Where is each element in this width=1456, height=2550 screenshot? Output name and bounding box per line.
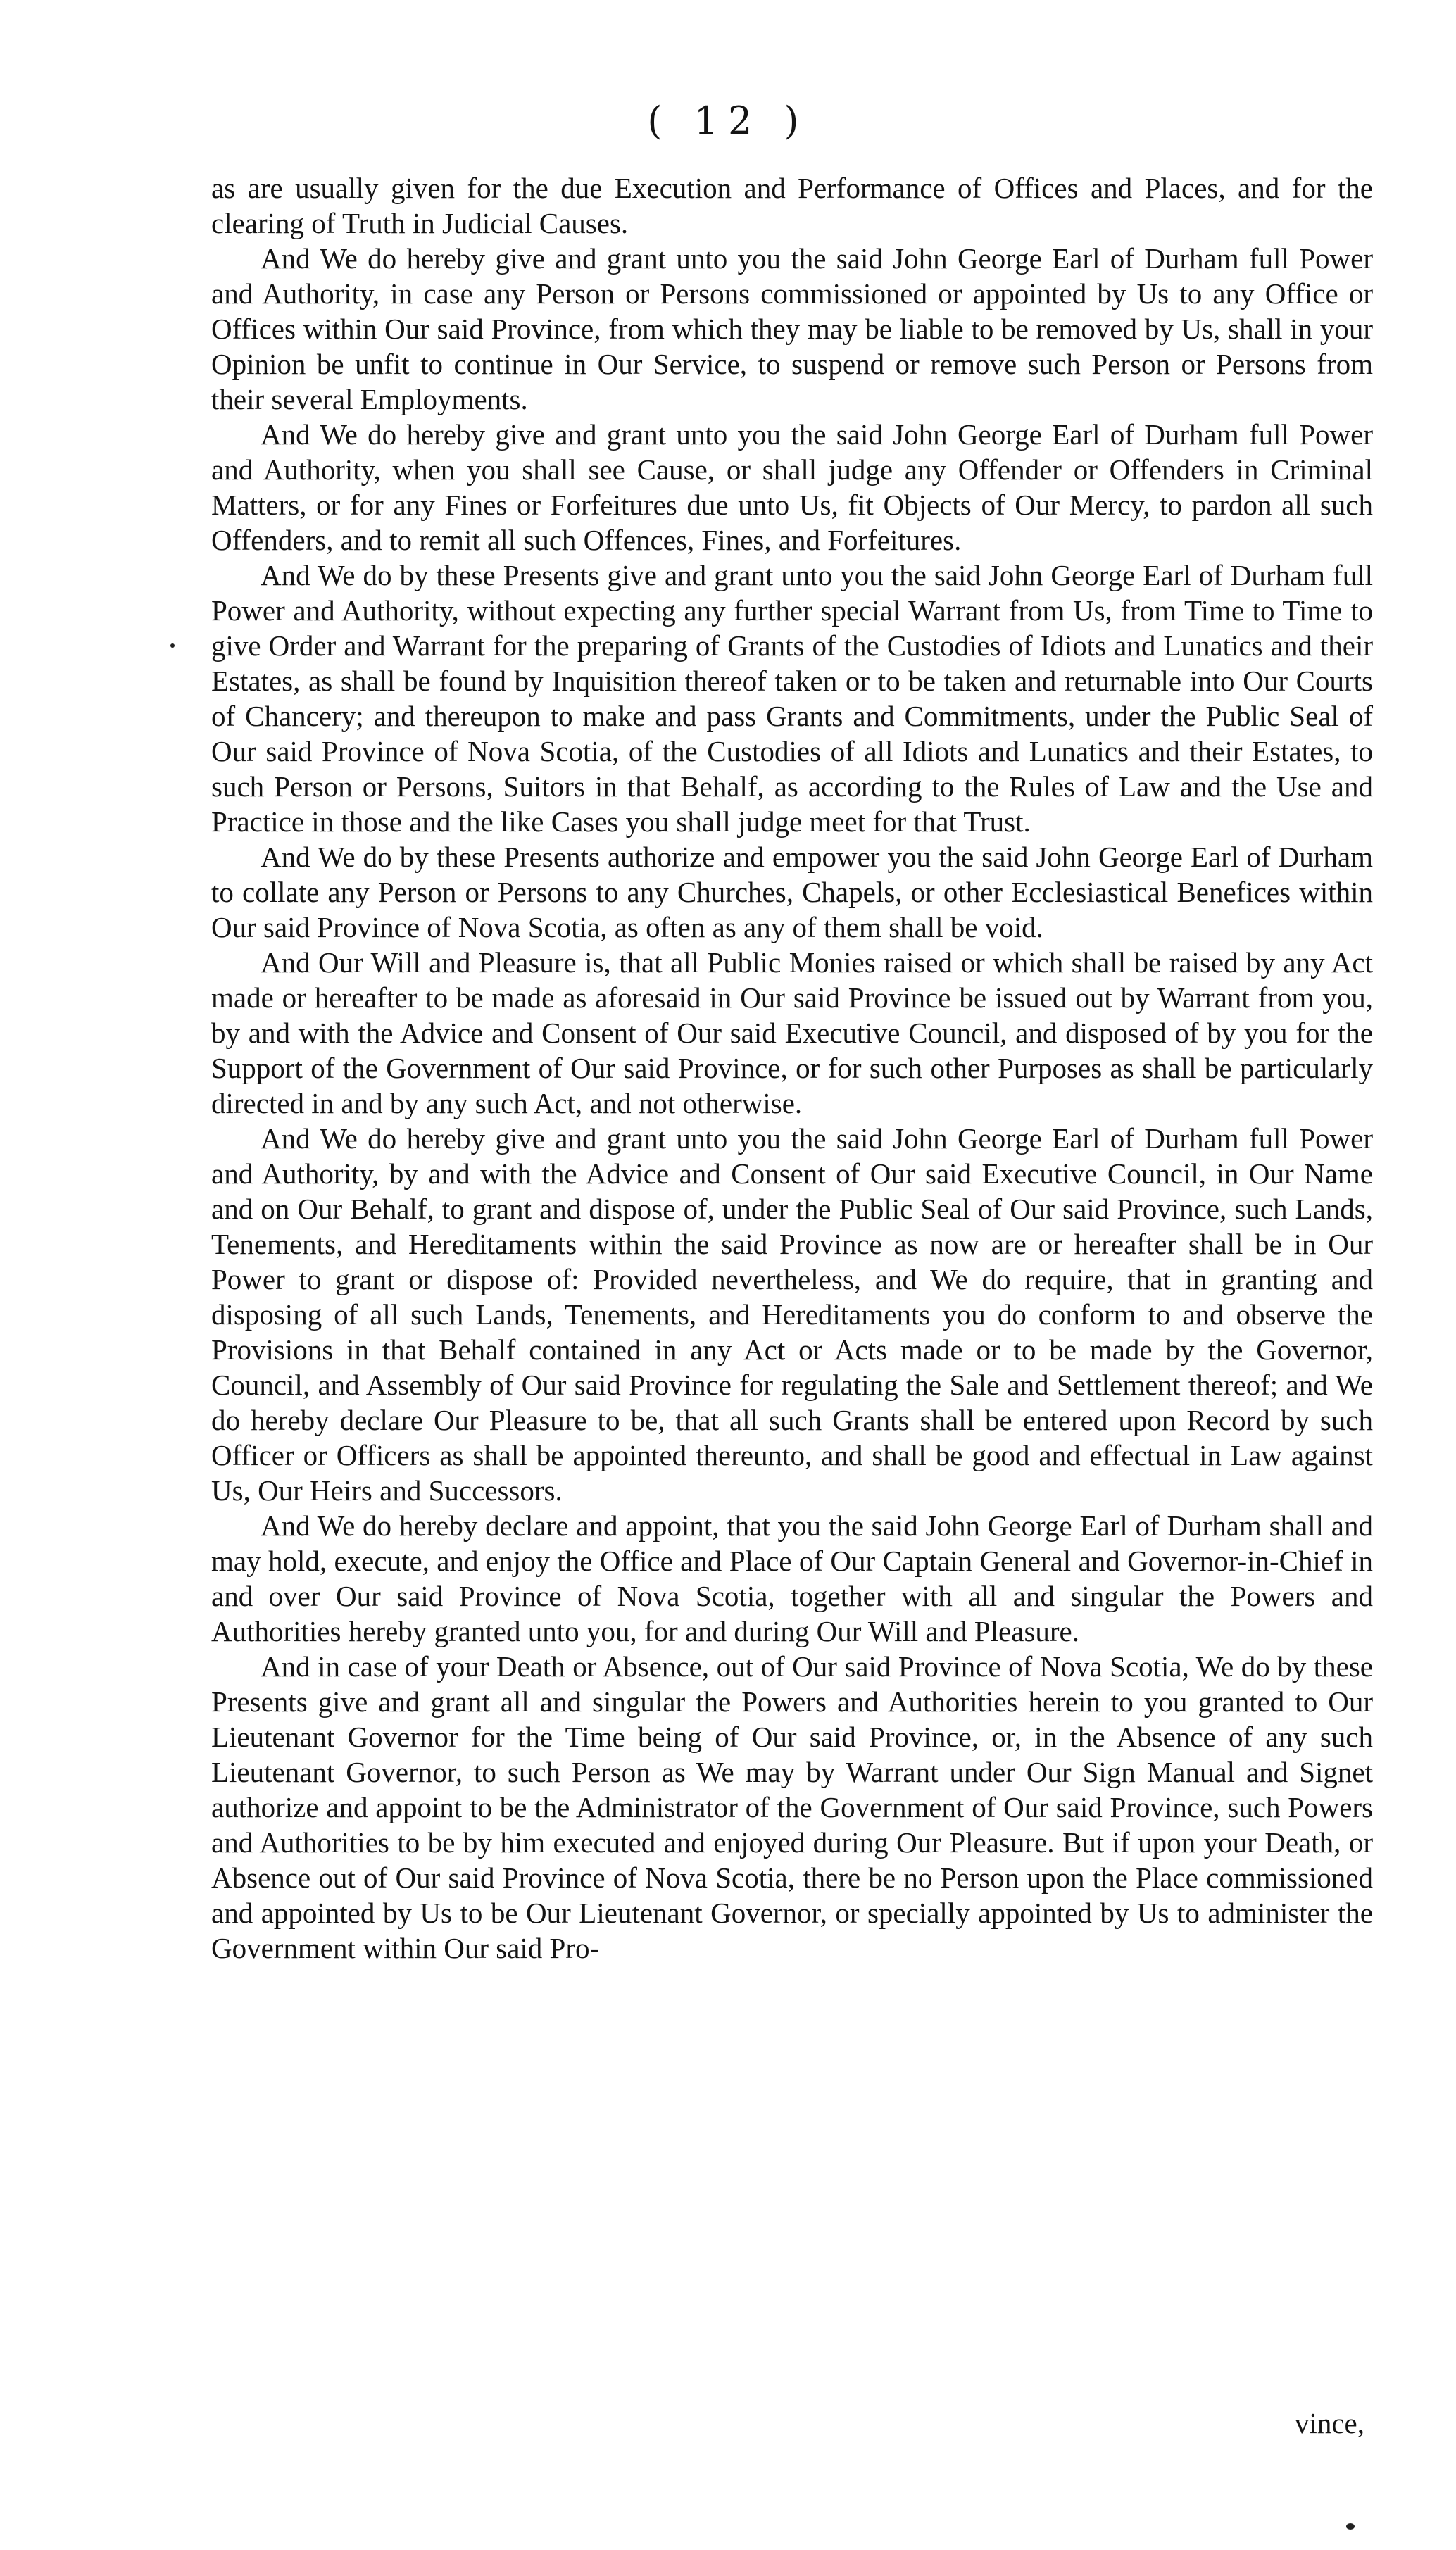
paragraph-pardon-power: And We do hereby give and grant unto you the said John George Earl of Durham full Power and Authority, when you shall see Cause, or shall judge any Offender or Offenders in Criminal Matters, or for any Fines or Forfeitures due unto Us, fit Objects of Our Mercy, to pardon all such Offenders, and to remit all such Offences, Fines, and Forfeitures. bbox=[211, 418, 1373, 556]
ink-speck bbox=[1346, 2523, 1355, 2530]
page-number: ( 12 ) bbox=[647, 99, 809, 143]
paragraph-public-monies: And Our Will and Pleasure is, that all Public Monies raised or which shall be raised by any Act made or hereafter to be made as aforesaid in Our said Province be issued out by Warrant from you, by and with the Advice and Consent of Our said Executive Council, and disposed of by you for the Support of the Government of Our said Province, or for such other Purposes as shall be particularly directed in and by any such Act, and not otherwise. bbox=[211, 946, 1373, 1119]
paragraph-custodies-grants: And We do by these Presents give and grant unto you the said John George Earl of Durham full Power and Authority, without expecting any further special Warrant from Us, from Time to Time to give Order and Warrant for the preparing of Grants of the Custodies of Idiots and Lunatics and their Estates, as shall be found by Inquisition thereof taken or to be taken and returnable into Our Courts of Chancery; and thereupon to make and pass Grants and Commitments, under the Public Seal of Our said Province of Nova Scotia, of the Custodies of all Idiots and Lunatics and their Estates, to such Person or Persons, Suitors in that Behalf, as according to the Rules of Law and the Use and Practice in those and the like Cases you shall judge meet for that Trust. bbox=[211, 559, 1373, 838]
paragraph-office-tenure: And We do hereby declare and appoint, that you the said John George Earl of Durham shall and may hold, execute, and enjoy the Office and Place of Our Captain General and Governor-in-Chief in and over Our said Province of Nova Scotia, together with all and singular the Powers and Authorities hereby granted unto you, for and during Our Will and Pleasure. bbox=[211, 1509, 1373, 1647]
paragraph-continuation: as are usually given for the due Execution and Performance of Offices and Places, and for the clearing of Truth in Judicial Causes. bbox=[211, 172, 1373, 239]
paragraph-death-or-absence: And in case of your Death or Absence, out of Our said Province of Nova Scotia, We do by these Presents give and grant all and singular the Powers and Authorities herein to you granted to Our Lieutenant Governor for the Time being of Our said Province, or, in the Absence of any such Lieutenant Governor, to such Person as We may by Warrant under Our Sign Manual and Signet authorize and appoint to be the Administrator of the Government of Our said Province, such Powers and Authorities to be by him executed and enjoyed during Our Pleasure. But if upon your Death, or Absence out of Our said Province of Nova Scotia, there be no Person upon the Place commissioned and appointed by Us to be Our Lieutenant Governor, or specially appointed by Us to administer the Government within Our said Pro- bbox=[211, 1650, 1373, 1964]
page-body bbox=[211, 170, 1373, 1966]
catchword: vince, bbox=[1294, 2407, 1364, 2439]
ink-speck bbox=[170, 643, 175, 648]
paragraph-ecclesiastical-benefices: And We do by these Presents authorize and empower you the said John George Earl of Durham to collate any Person or Persons to any Churches, Chapels, or other Ecclesiastical Benefices within Our said Province of Nova Scotia, as often as any of them shall be void. bbox=[211, 841, 1373, 943]
paragraph-suspension-power: And We do hereby give and grant unto you the said John George Earl of Durham full Power and Authority, in case any Person or Persons commissioned or appointed by Us to any Office or Offices within Our said Province, from which they may be liable to be removed by Us, shall in your Opinion be unfit to continue in Our Service, to suspend or remove such Person or Persons from their several Employments. bbox=[211, 242, 1373, 415]
paragraph-land-grants: And We do hereby give and grant unto you the said John George Earl of Durham full Power and Authority, by and with the Advice and Consent of Our said Executive Council, in Our Name and on Our Behalf, to grant and dispose of, under the Public Seal of Our said Province, such Lands, Tenements, and Hereditaments within the said Province as now are or hereafter shall be in Our Power to grant or dispose of: Provided nevertheless, and We do require, that in granting and disposing of all such Lands, Tenements, and Hereditaments you do conform to and observe the Provisions in that Behalf contained in any Act or Acts made or to be made by the Governor, Council, and Assembly of Our said Province for regulating the Sale and Settlement thereof; and We do hereby declare Our Pleasure to be, that all such Grants shall be entered upon Record by such Officer or Officers as shall be appointed thereunto, and shall be good and effectual in Law against Us, Our Heirs and Successors. bbox=[211, 1122, 1373, 1507]
